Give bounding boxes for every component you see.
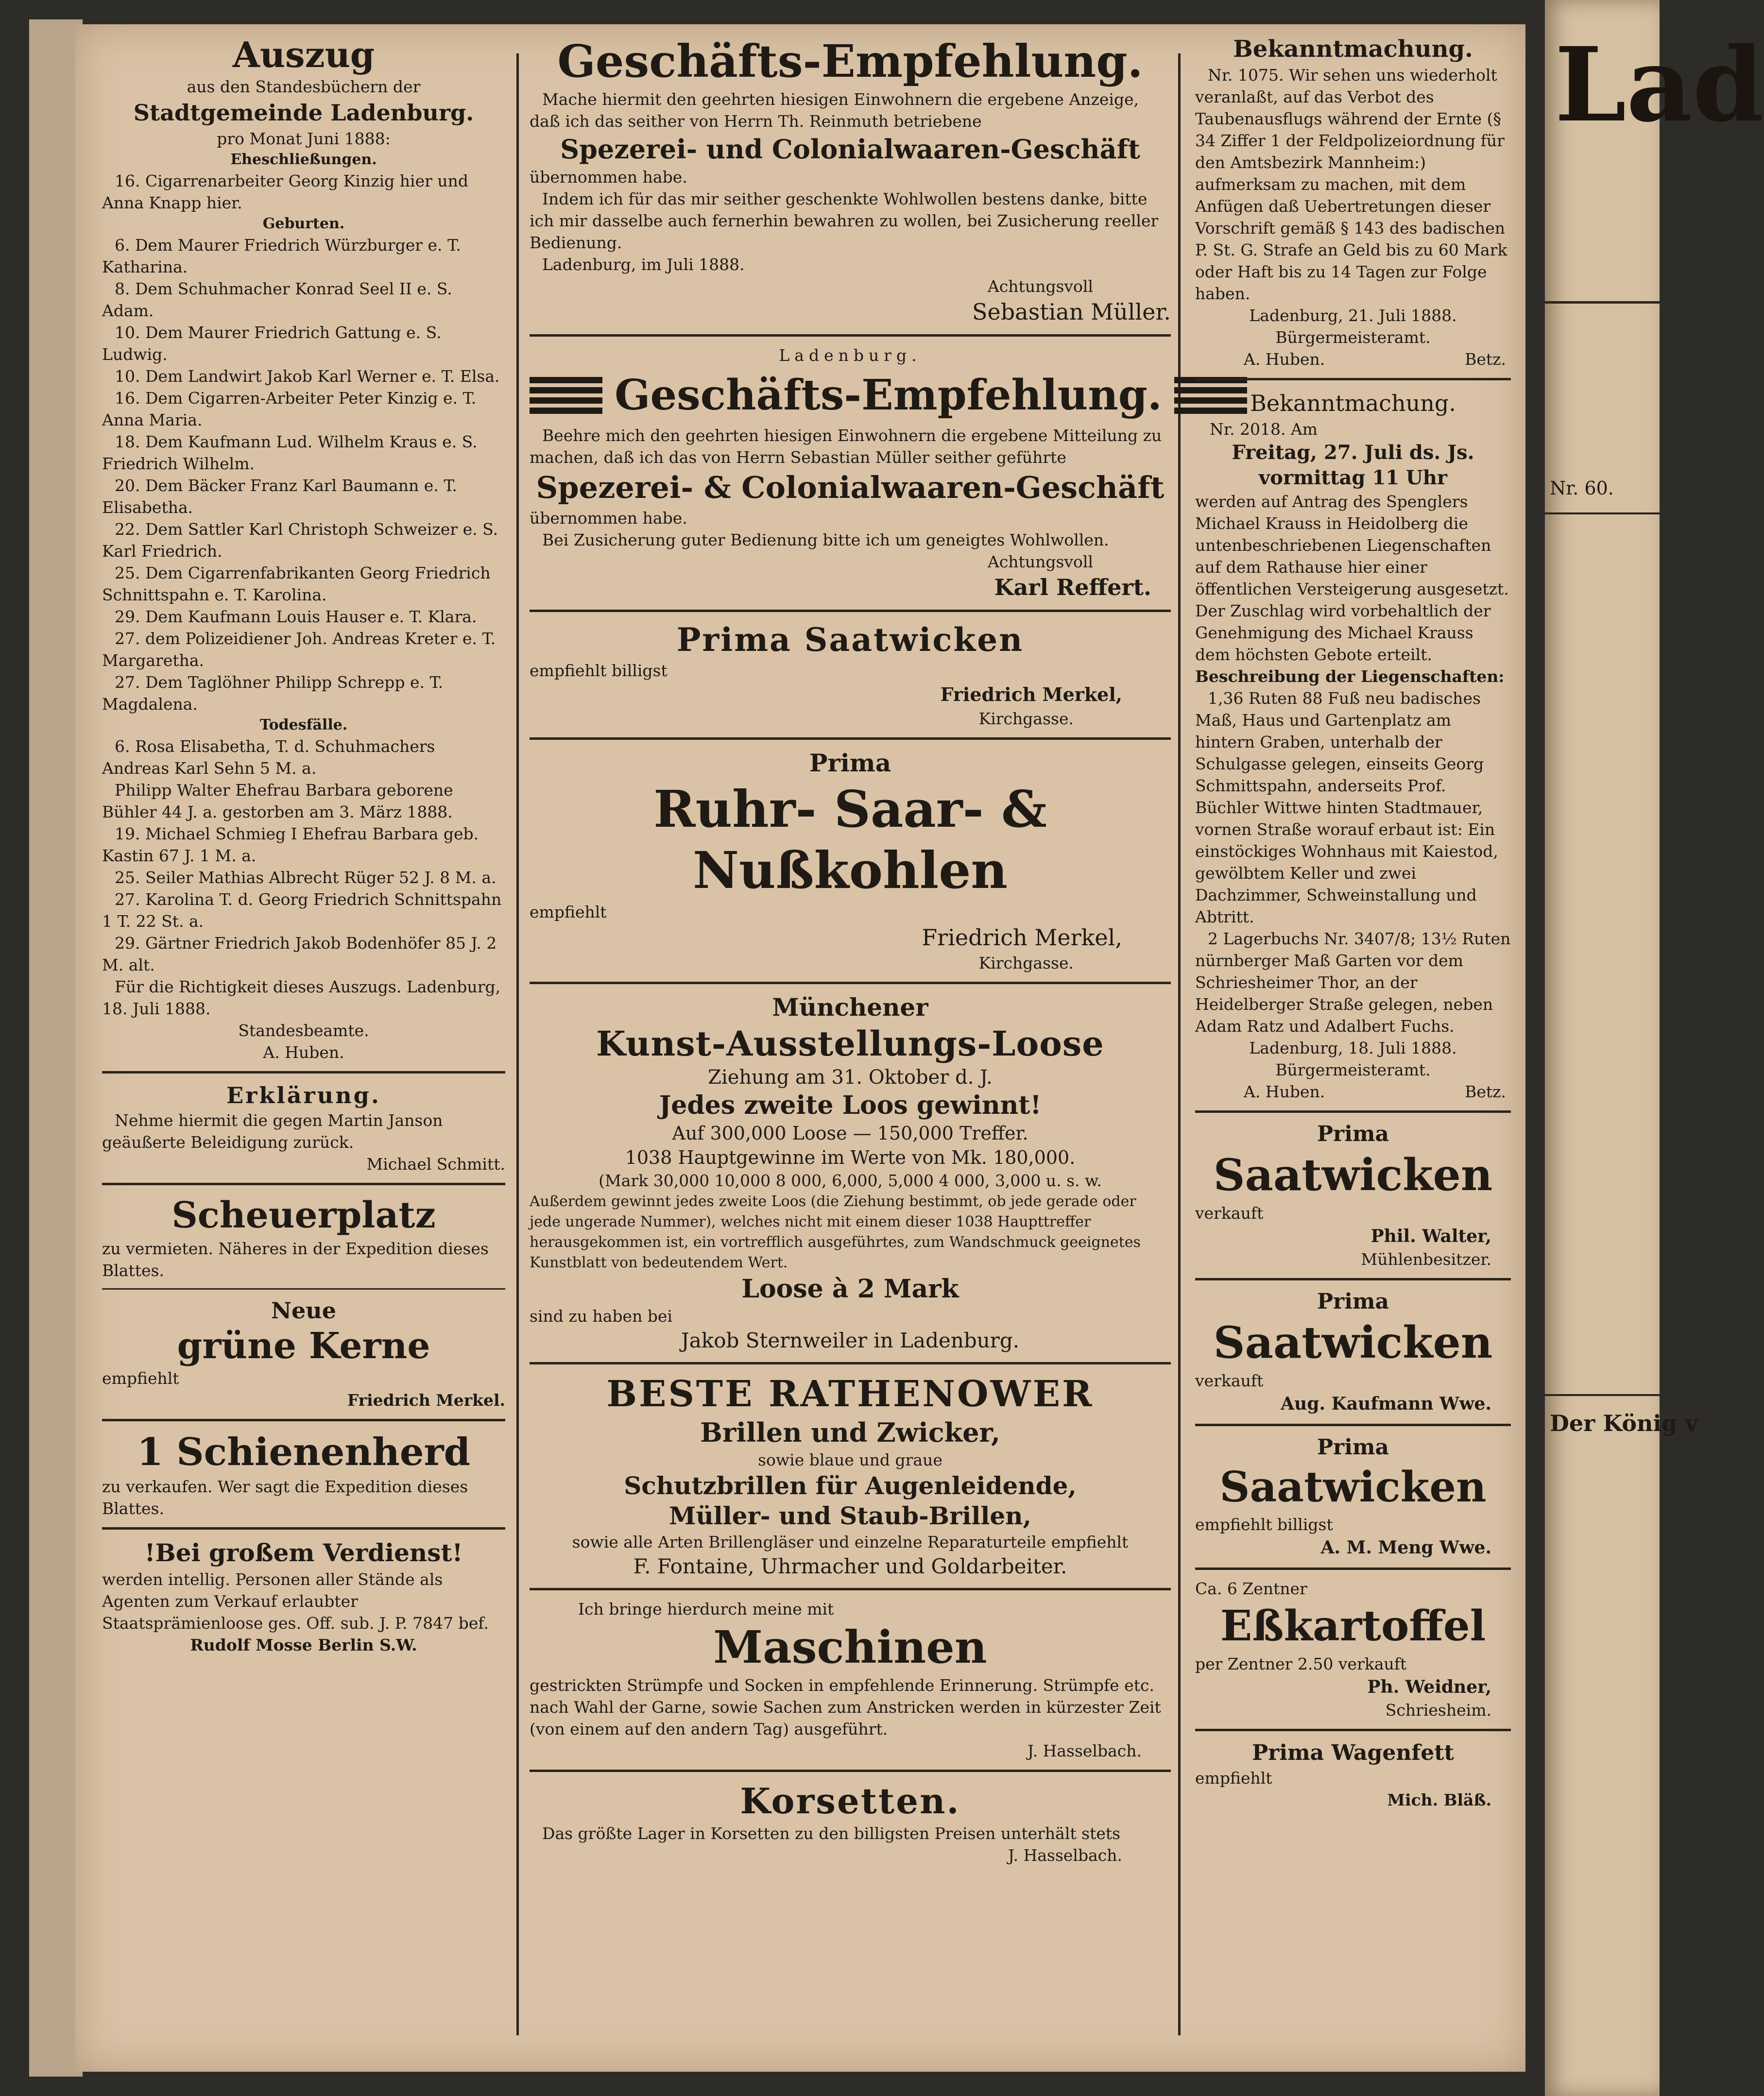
saatwicken2-text: verkauft <box>1195 1371 1264 1390</box>
bekanntmachung2-beschreibung: Beschreibung der Liegenschaften: <box>1195 667 1505 686</box>
saatwicken2-prima: Prima <box>1317 1289 1389 1314</box>
saatwicken3-title: Saatwicken <box>1219 1463 1487 1512</box>
ad-geschaeft1-shop: Spezerei- und Colonialwaaren-Geschäft <box>560 134 1140 165</box>
auszug-title: Auszug <box>232 34 375 75</box>
ad-kohlen-text: empfiehlt <box>530 903 607 921</box>
esskartoffel-signature: Ph. Weidner, <box>1367 1677 1491 1697</box>
ad-geschaeft2-text: Beehre mich den geehrten hiesigen Einwohnern die ergebene Mitteilung zu machen, daß ich das von Herrn Sebastian Müller seither geführte <box>530 426 1162 467</box>
ad-kunst-line9: Jakob Sternweiler in Ladenburg. <box>681 1329 1020 1352</box>
saatwicken1-text: verkauft <box>1195 1204 1264 1223</box>
ad-kunst-line4: 1038 Hauptgewinne im Werte von Mk. 180,000. <box>625 1147 1076 1168</box>
verdienst-text: werden intellig. Personen aller Stände als Agenten zum Verkauf erlaubter Staatsprämienloose ges. Off. sub. J. P. 7847 bef. <box>102 1570 489 1633</box>
schienenherd-text: zu verkaufen. Wer sagt die Expedition dieses Blattes. <box>102 1477 468 1518</box>
ad-kohlen-signature-2: Kirchgasse. <box>978 954 1074 972</box>
wagenfett-signature: Mich. Bläß. <box>1387 1790 1491 1809</box>
ad-rathenower-line1: Brillen und Zwicker, <box>700 1417 1000 1448</box>
ad-rathenower-line2: sowie blaue und graue <box>758 1450 942 1469</box>
ad-geschaeft2-title: Geschäfts-Empfehlung. <box>615 371 1162 420</box>
ad-saatwicken-signature: Friedrich Merkel, <box>940 683 1122 705</box>
kerne-neue: Neue <box>271 1297 337 1324</box>
divider <box>1195 378 1511 380</box>
bekanntmachung1-date: Ladenburg, 21. Juli 1888. <box>1249 306 1457 325</box>
column-middle <box>530 34 1171 1866</box>
auszug-subtitle-2: Stadtgemeinde Ladenburg. <box>133 100 474 126</box>
ad-maschinen-signature: J. Hasselbach. <box>1027 1741 1142 1760</box>
divider <box>102 1288 505 1290</box>
ad-korsetten-text: Das größte Lager in Korsetten zu den billigsten Preisen unterhält stets <box>542 1824 1121 1843</box>
divider <box>102 1419 505 1421</box>
birth-entry: 10. Dem Maurer Friedrich Gattung e. S. Ludwig. <box>102 323 442 364</box>
erklaerung-title: Erklärung. <box>226 1082 381 1108</box>
bekanntmachung1-office: Bürgermeisteramt. <box>1275 328 1431 347</box>
death-entry: Philipp Walter Ehefrau Barbara geborene Bühler 44 J. a. gestorben am 3. März 1888. <box>102 781 453 821</box>
bekanntmachung2-date1: Freitag, 27. Juli ds. Js. <box>1232 441 1474 464</box>
scheuerplatz-title: Scheuerplatz <box>171 1194 436 1236</box>
ad-geschaeft1-achtung: Achtungsvoll <box>987 277 1093 296</box>
ad-geschaeft1-text3: Indem ich für das mir seither geschenkte Wohlwollen bestens danke, bitte ich mir dasselbe auch fernerhin bewahren zu wollen, bei Zusicherung reeller Bedienung. <box>530 189 1159 252</box>
verdienst-title: !Bei großem Verdienst! <box>144 1538 463 1567</box>
ad-kunst-line3: Auf 300,000 Loose — 150,000 Treffer. <box>672 1123 1028 1144</box>
esskartoffel-signature-2: Schriesheim. <box>1385 1701 1491 1720</box>
column-rule-1 <box>516 53 519 2035</box>
adjacent-page <box>1545 0 1764 2096</box>
certification-line: Für die Richtigkeit dieses Auszugs. Ladenburg, 18. Juli 1888. <box>102 977 501 1018</box>
adjacent-rule <box>1545 1394 1660 1396</box>
ad-korsetten-title: Korsetten. <box>740 1780 960 1822</box>
bekanntmachung2-date: Ladenburg, 18. Juli 1888. <box>1249 1039 1457 1057</box>
column-right <box>1195 34 1511 1811</box>
saatwicken1-signature: Phil. Walter, <box>1370 1226 1491 1246</box>
ad-korsetten-signature: J. Hasselbach. <box>1008 1846 1122 1865</box>
saatwicken2-title: Saatwicken <box>1213 1317 1493 1368</box>
divider <box>530 1588 1171 1590</box>
ad-kunst-line8: sind zu haben bei <box>530 1307 673 1326</box>
bekanntmachung2-betz: Betz. <box>1465 1082 1506 1101</box>
divider <box>530 334 1171 337</box>
death-entry: 25. Seiler Mathias Albrecht Rüger 52 J. 8 M. a. <box>115 868 497 887</box>
birth-entry: 27. Dem Taglöhner Philipp Schrepp e. T. Magdalena. <box>102 673 444 714</box>
scheuerplatz-text: zu vermieten. Näheres in der Expedition dieses Blattes. <box>102 1239 489 1280</box>
divider <box>530 737 1171 740</box>
divider <box>102 1071 505 1074</box>
saatwicken3-prima: Prima <box>1317 1435 1389 1460</box>
section-births: Geburten. <box>262 215 345 232</box>
section-deaths: Todesfälle. <box>259 716 348 733</box>
saatwicken3-text: empfiehlt billigst <box>1195 1515 1333 1534</box>
birth-entry: 22. Dem Sattler Karl Christoph Schweizer e. S. Karl Friedrich. <box>102 520 498 561</box>
column-left <box>102 34 505 1656</box>
ad-kunst-line1: Ziehung am 31. Oktober d. J. <box>708 1066 993 1089</box>
ad-geschaeft1-text: Mache hiermit den geehrten hiesigen Einwohnern die ergebene Anzeige, daß ich das seither von Herrn Th. Reinmuth betriebene <box>530 90 1139 131</box>
marriage-entry: 16. Cigarrenarbeiter Georg Kinzig hier und Anna Knapp hier. <box>102 171 469 212</box>
wagenfett-text: empfiehlt <box>1195 1769 1272 1788</box>
divider <box>530 1362 1171 1364</box>
ad-kunst-pre: Münchener <box>772 993 928 1022</box>
ad-kunst-line6: Außerdem gewinnt jedes zweite Loos (die Ziehung bestimmt, ob jede gerade oder jede ungerade Nummer), welches nicht mit einem dieser 1038 Haupttreffer herausgekommen ist, ein vortrefflich ausgeführtes, zum Wandschmuck geeignetes Kunstblatt von bedeutendem Wert. <box>530 1193 1141 1271</box>
esskartoffel-pre: Ca. 6 Zentner <box>1195 1579 1307 1598</box>
death-entry: 27. Karolina T. d. Georg Friedrich Schnittspahn 1 T. 22 St. a. <box>102 890 502 931</box>
ad-geschaeft2-signature: Karl Reffert. <box>994 574 1151 600</box>
bekanntmachung1-text: Nr. 1075. Wir sehen uns wiederholt veranlaßt, auf das Verbot des Taubenausflugs während der Ernte (§ 34 Ziffer 1 der Feldpolizeiordnung für den Amtsbezirk Mannheim:) aufmerksam zu machen, mit dem Anfügen daß Uebertretungen dieser Vorschrift gemäß § 143 des badischen P. St. G. Strafe an Geld bis zu 60 Mark oder Haft bis zu 14 Tagen zur Folge haben. <box>1195 66 1507 303</box>
wagenfett-title: Prima Wagenfett <box>1252 1740 1454 1765</box>
saatwicken2-signature: Aug. Kaufmann Wwe. <box>1281 1394 1491 1414</box>
divider <box>102 1527 505 1530</box>
ad-maschinen-pre: Ich bringe hierdurch meine mit <box>578 1600 834 1619</box>
birth-entry: 25. Dem Cigarrenfabrikanten Georg Friedrich Schnittspahn e. T. Karolina. <box>102 563 491 604</box>
ad-geschaeft1-text2: übernommen habe. <box>530 168 687 187</box>
column-rule-2 <box>1178 53 1181 2035</box>
ad-rathenower-line3: Schutzbrillen für Augenleidende, <box>624 1471 1077 1500</box>
divider <box>102 1183 505 1185</box>
bekanntmachung2-title: Bekanntmachung. <box>1250 390 1456 416</box>
bekanntmachung2-date2: vormittag 11 Uhr <box>1259 466 1447 489</box>
registrar-title: Standesbeamte. <box>238 1021 369 1040</box>
saatwicken1-signature-2: Mühlenbesitzer. <box>1361 1250 1491 1269</box>
saatwicken1-title: Saatwicken <box>1213 1149 1493 1201</box>
ad-kunst-line5: (Mark 30,000 10,000 8 000, 6,000, 5,000 4 000, 3,000 u. s. w. <box>599 1171 1102 1190</box>
section-marriages: Eheschließungen. <box>230 151 377 168</box>
ad-kohlen-signature: Friedrich Merkel, <box>922 924 1122 951</box>
schienenherd-title: 1 Schienenherd <box>137 1430 471 1474</box>
kerne-empfiehlt: empfiehlt <box>102 1369 179 1388</box>
ad-rathenower-line6: F. Fontaine, Uhrmacher und Goldarbeiter. <box>633 1554 1067 1578</box>
ad-saatwicken-title: Prima Saatwicken <box>676 621 1024 659</box>
ad-geschaeft1-signature: Sebastian Müller. <box>972 299 1171 325</box>
ad-geschaeft2-text3: Bei Zusicherung guter Bedienung bitte ich um geneigtes Wohlwollen. <box>542 530 1109 549</box>
saatwicken3-signature: A. M. Meng Wwe. <box>1320 1537 1491 1558</box>
divider <box>1195 1278 1511 1280</box>
ad-kohlen-prima: Prima <box>809 749 891 777</box>
ad-saatwicken-signature-2: Kirchgasse. <box>978 709 1074 728</box>
ad-geschaeft1-date: Ladenburg, im Juli 1888. <box>542 255 745 274</box>
ad-geschaeft2-achtung: Achtungsvoll <box>987 552 1093 571</box>
divider <box>530 1770 1171 1772</box>
bekanntmachung2-item: 2 Lagerbuchs Nr. 3407/8; 13½ Ruten nürnberger Maß Garten vor dem Schriesheimer Thor, an der Heidelberger Straße gelegen, neben Adam Ratz und Adalbert Fuchs. <box>1195 929 1511 1036</box>
birth-entry: 27. dem Polizeidiener Joh. Andreas Kreter e. T. Margaretha. <box>102 629 496 670</box>
death-entry: 6. Rosa Elisabetha, T. d. Schuhmachers Andreas Karl Sehn 5 M. a. <box>102 737 435 778</box>
adjacent-masthead: Lad <box>1555 25 1764 145</box>
kerne-signature: Friedrich Merkel. <box>347 1391 505 1410</box>
auszug-subtitle-1: aus den Standesbüchern der <box>187 77 421 96</box>
erklaerung-signature: Michael Schmitt. <box>366 1155 505 1174</box>
kerne-title: grüne Kerne <box>177 1325 430 1367</box>
bekanntmachung1-betz: Betz. <box>1465 350 1506 369</box>
registrar-signature: A. Huben. <box>263 1043 344 1062</box>
verdienst-signature: Rudolf Mosse Berlin S.W. <box>190 1636 417 1654</box>
ad-geschaeft2-text2: übernommen habe. <box>530 509 687 528</box>
divider <box>530 610 1171 612</box>
bekanntmachung2-signature: A. Huben. <box>1244 1082 1325 1101</box>
ad-geschaeft2-shop: Spezerei- & Colonialwaaren-Geschäft <box>536 470 1165 505</box>
ad-kohlen-title: Ruhr- Saar- & Nußkohlen <box>653 779 1047 900</box>
birth-entry: 10. Dem Landwirt Jakob Karl Werner e. T. Elsa. <box>115 367 500 386</box>
auszug-subtitle-3: pro Monat Juni 1888: <box>217 129 391 148</box>
divider <box>1195 1729 1511 1731</box>
esskartoffel-title: Eßkartoffel <box>1220 1602 1486 1651</box>
birth-entry: 20. Dem Bäcker Franz Karl Baumann e. T. Elisabetha. <box>102 476 457 517</box>
ad-kunst-title: Kunst-Ausstellungs-Loose <box>596 1023 1104 1064</box>
adjacent-novel-title: Der König v <box>1550 1410 1698 1436</box>
ad-saatwicken-text: empfiehlt billigst <box>530 661 668 680</box>
ad-geschaeft2-place: Ladenburg. <box>779 346 922 365</box>
ad-kunst-line2: Jedes zweite Loos gewinnt! <box>659 1091 1042 1120</box>
birth-entry: 6. Dem Maurer Friedrich Würzburger e. T. Katharina. <box>102 236 461 276</box>
saatwicken1-prima: Prima <box>1317 1122 1389 1146</box>
erklaerung-text: Nehme hiermit die gegen Martin Janson geäußerte Beleidigung zurück. <box>102 1111 443 1152</box>
bekanntmachung1-signature: A. Huben. <box>1244 350 1325 369</box>
death-entry: 19. Michael Schmieg I Ehefrau Barbara geb. Kastin 67 J. 1 M. a. <box>102 824 479 865</box>
divider <box>530 982 1171 984</box>
ad-geschaeft1-title: Geschäfts-Empfehlung. <box>557 35 1143 87</box>
ad-rathenower-title: BESTE RATHENOWER <box>606 1373 1094 1415</box>
bekanntmachung2-text: werden auf Antrag des Spenglers Michael Krauss in Heidolberg die untenbeschriebenen Liegenschaften auf dem Rathause hier einer öffentlichen Versteigerung ausgesetzt. Der Zuschlag wird vorbehaltlich der Genehmigung des Michael Krauss dem höchsten Gebote erteilt. <box>1195 492 1509 664</box>
bekanntmachung1-title: Bekanntmachung. <box>1233 35 1473 63</box>
bekanntmachung2-item: 1,36 Ruten 88 Fuß neu badisches Maß, Haus und Gartenplatz am hintern Graben, unterhalb der Schulgasse gelegen, einseits Georg Schmittspahn, anderseits Prof. Büchler Wittwe hinten Stadtmauer, vornen Straße worauf erbaut ist: Ein einstöckiges Wohnhaus mit Kaiestod, gewölbtem Keller und zwei Dachzimmer, Schweinstallung und Abtritt. <box>1195 689 1498 926</box>
ad-rathenower-line4: Müller- und Staub-Brillen, <box>669 1501 1031 1530</box>
adjacent-issue-number: Nr. 60. <box>1550 477 1614 499</box>
ad-rathenower-line5: sowie alle Arten Brillengläser und einzelne Reparaturteile empfiehlt <box>572 1533 1129 1551</box>
birth-entry: 16. Dem Cigarren-Arbeiter Peter Kinzig e. T. Anna Maria. <box>102 389 477 429</box>
divider <box>1195 1110 1511 1113</box>
bekanntmachung2-office: Bürgermeisteramt. <box>1275 1060 1431 1079</box>
divider <box>1195 1424 1511 1426</box>
ad-maschinen-text: gestrickten Strümpfe und Socken in empfehlende Erinnerung. Strümpfe etc. nach Wahl der Garne, sowie Sachen zum Anstricken werden in kürzester Zeit (von einem auf den andern Tag) ausgeführt. <box>530 1676 1161 1738</box>
birth-entry: 29. Dem Kaufmann Louis Hauser e. T. Klara. <box>115 607 477 626</box>
divider <box>1195 1568 1511 1570</box>
book-spine <box>29 19 83 2077</box>
birth-entry: 18. Dem Kaufmann Lud. Wilhelm Kraus e. S. Friedrich Wilhelm. <box>102 432 478 473</box>
adjacent-rule <box>1545 301 1660 304</box>
ad-maschinen-title: Maschinen <box>713 1621 987 1673</box>
adjacent-rule <box>1545 512 1660 514</box>
ad-kunst-line7: Loose à 2 Mark <box>741 1274 959 1304</box>
birth-entry: 8. Dem Schuhmacher Konrad Seel II e. S. Adam. <box>102 279 452 320</box>
esskartoffel-text: per Zentner 2.50 verkauft <box>1195 1654 1407 1673</box>
bekanntmachung2-nr: Nr. 2018. Am <box>1210 420 1318 439</box>
death-entry: 29. Gärtner Friedrich Jakob Bodenhöfer 85 J. 2 M. alt. <box>102 934 497 974</box>
stripe-ornament-left <box>530 373 602 418</box>
